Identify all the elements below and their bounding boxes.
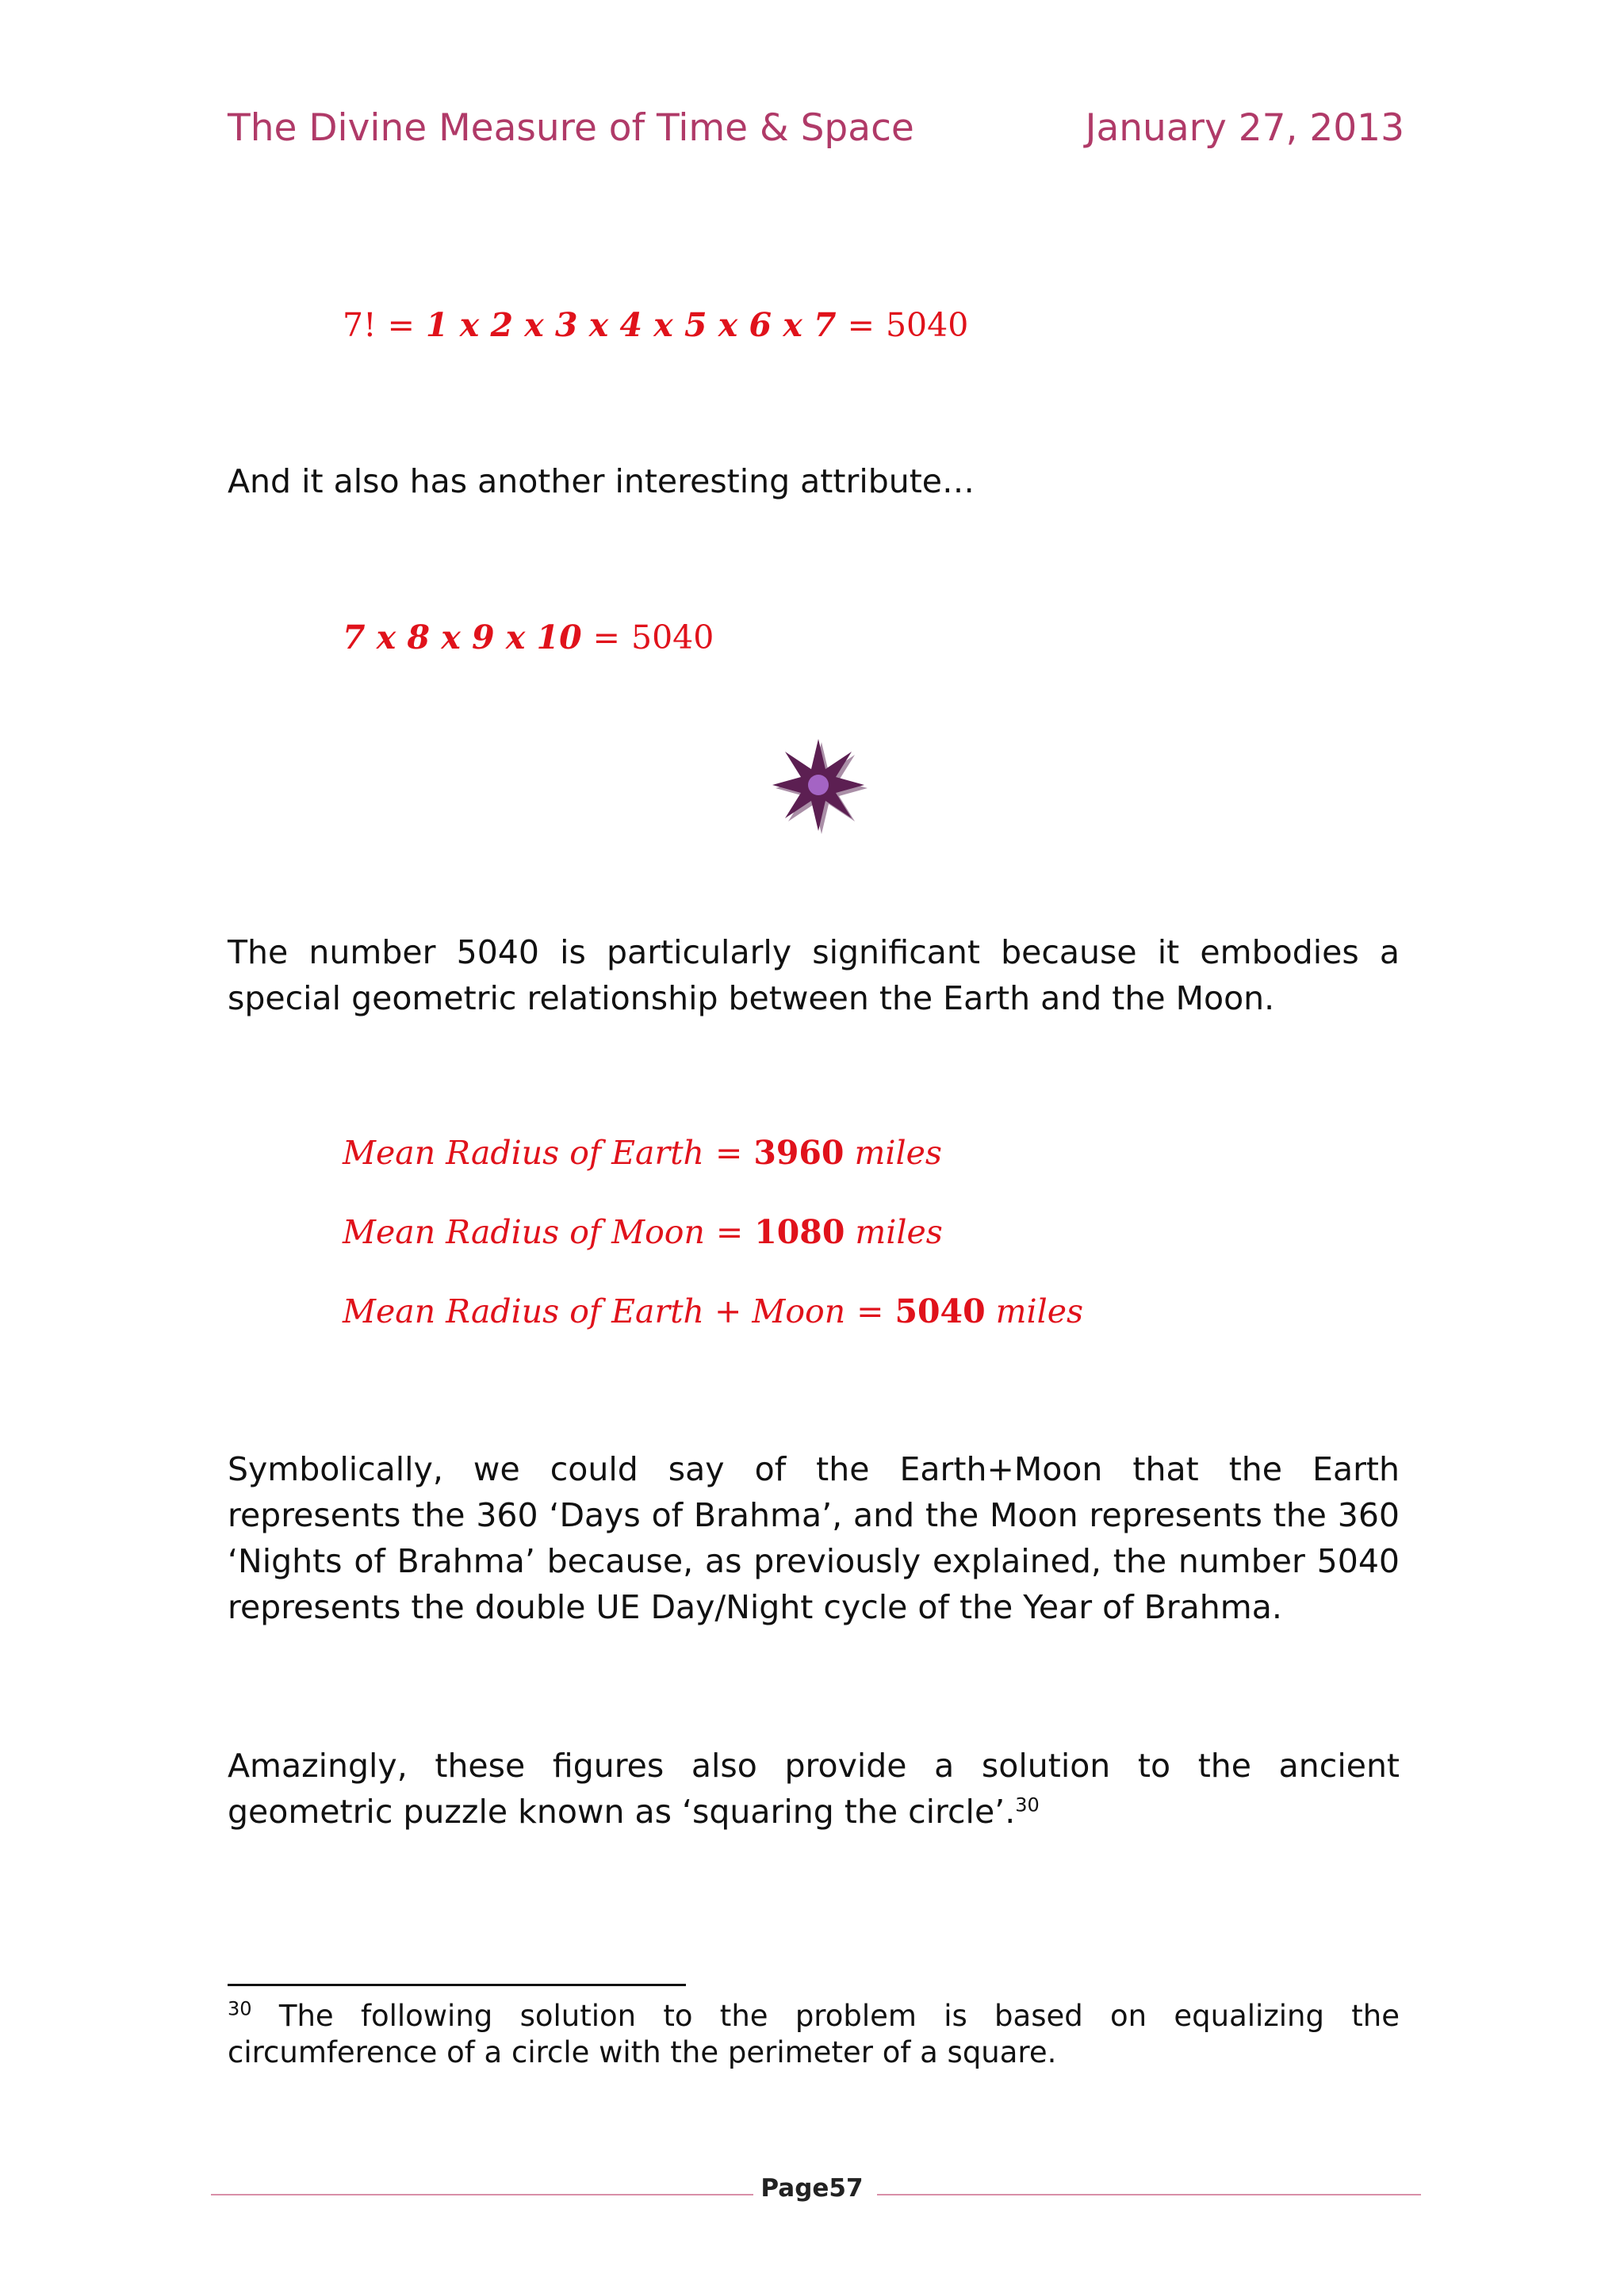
footnote: [228, 1998, 1400, 2071]
equation-value: 5040: [894, 1292, 986, 1330]
eight-point-star-icon: [769, 739, 868, 837]
footer-rule-right: [877, 2194, 1421, 2195]
running-header-date: January 27, 2013: [1085, 106, 1404, 150]
paragraph-amazingly: [228, 1743, 1400, 1835]
factorial-lhs: 7!: [343, 306, 377, 344]
earth-radius-equation: [343, 1134, 942, 1172]
footnote-number: 30: [228, 1997, 252, 2020]
product-equation: [343, 618, 714, 657]
product-expression: 7 x 8 x 9 x 10: [343, 618, 582, 657]
factorial-result: 5040: [885, 306, 969, 344]
equals-sign: =: [387, 306, 415, 344]
factorial-equation: [343, 306, 968, 344]
moon-radius-equation: [343, 1213, 943, 1251]
paragraph-amazingly-text: Amazingly, these figures also provide a solution to the ancient geometric puzzle known as ‘squaring the circle’.: [228, 1747, 1400, 1831]
equation-unit: miles: [854, 1134, 942, 1172]
equals-sign: =: [592, 618, 620, 657]
equals-sign: =: [715, 1213, 744, 1251]
paragraph-symbolic: Symbolically, we could say of the Earth+Moon that the Earth represents the 360 ‘Days of Brahma’, and the Moon represents the 360 ‘Nights of Brahma’ because, as previously explained, the number 5040 represents the double UE Day/Night cycle of the Year of Brahma.: [228, 1450, 1400, 1626]
footnote-text: The following solution to the problem is based on equalizing the circumference of a circle with the perimeter of a square.: [228, 1999, 1400, 2069]
equation-value: 3960: [753, 1134, 845, 1172]
product-result: 5040: [630, 618, 714, 657]
page-number: Page57: [760, 2174, 864, 2203]
earth-moon-radius-equation: [343, 1292, 1083, 1330]
paragraph-significance: The number 5040 is particularly significant because it embodies a special geometric relationship between the Earth and the Moon.: [228, 933, 1400, 1017]
equation-label: Mean Radius of Earth: [343, 1134, 704, 1172]
factorial-product: 1 x 2 x 3 x 4 x 5 x 6 x 7: [425, 306, 837, 344]
footnote-reference[interactable]: 30: [1015, 1793, 1040, 1816]
equation-unit: miles: [995, 1292, 1084, 1330]
equation-value: 1080: [754, 1213, 845, 1251]
equals-sign: =: [847, 306, 875, 344]
footnote-separator: [228, 1984, 686, 1986]
equals-sign: =: [856, 1292, 884, 1330]
equation-label: Mean Radius of Moon: [343, 1213, 705, 1251]
equation-unit: miles: [855, 1213, 943, 1251]
equation-label: Mean Radius of Earth + Moon: [343, 1292, 846, 1330]
footer-rule-left: [211, 2194, 753, 2195]
running-header-title: The Divine Measure of Time & Space: [228, 106, 914, 150]
paragraph-attribute: And it also has another interesting attribute…: [228, 462, 975, 500]
equals-sign: =: [714, 1134, 743, 1172]
